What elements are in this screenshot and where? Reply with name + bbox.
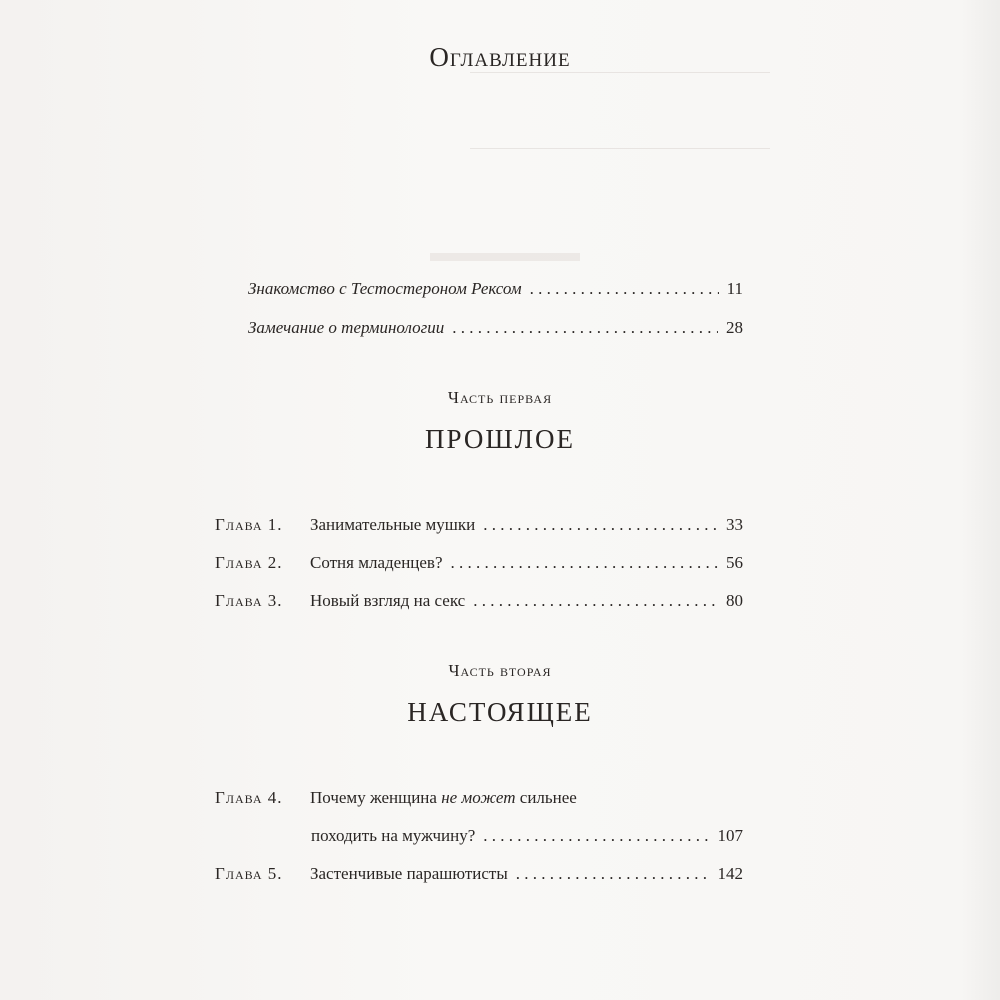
toc-intro-entry[interactable] — [248, 318, 743, 338]
toc-intro-entry[interactable] — [248, 279, 743, 299]
entry-page: 11 — [726, 279, 743, 298]
chapter-title: Застенчивые парашютисты — [310, 864, 508, 883]
toc-chapter-entry[interactable] — [215, 788, 743, 808]
chapter-page: 107 — [717, 826, 743, 845]
toc-chapter-entry[interactable] — [215, 864, 743, 884]
toc-chapter-entry[interactable] — [215, 515, 743, 535]
entry-page: 28 — [726, 318, 743, 337]
chapter-page: 56 — [726, 553, 743, 572]
chapter-page: 33 — [726, 515, 743, 534]
chapter-page: 80 — [726, 591, 743, 610]
entry-title: Замечание о терминологии — [248, 318, 445, 337]
chapter-title: Новый взгляд на секс — [310, 591, 466, 610]
chapter-title: Занимательные мушки — [310, 515, 476, 534]
chapter-title-start: Почему женщина — [310, 788, 442, 807]
entry-title: Знакомство с Тестостероном Рексом — [248, 279, 522, 298]
chapter-title: Сотня младенцев? — [310, 553, 443, 572]
part-title: ПРОШЛОЕ — [425, 424, 575, 454]
chapter-title-line2: походить на мужчину? — [311, 826, 476, 845]
toc-chapter-entry[interactable] — [215, 553, 743, 573]
chapter-label: Глава 1. — [215, 515, 283, 534]
chapter-label: Глава 3. — [215, 591, 283, 610]
leader-dots — [483, 515, 718, 535]
spine-shadow — [960, 0, 1000, 1000]
part-label: Часть вторая — [448, 661, 552, 680]
chapter-title-emphasis: не может — [441, 788, 516, 807]
leader-dots — [530, 279, 719, 299]
toc-chapter-entry[interactable] — [215, 591, 743, 611]
chapter-label: Глава 5. — [215, 864, 283, 883]
part-label: Часть первая — [447, 388, 553, 407]
chapter-label: Глава 2. — [215, 553, 283, 572]
leader-dots — [452, 318, 718, 338]
leader-dots — [483, 826, 709, 846]
toc-heading: Оглавление — [429, 42, 571, 72]
bleed-through-line — [430, 253, 580, 261]
toc-chapter-continuation[interactable] — [311, 826, 743, 846]
part-title: НАСТОЯЩЕЕ — [407, 697, 593, 727]
leader-dots — [516, 864, 710, 884]
chapter-title — [310, 788, 577, 808]
chapter-title-end: сильнее — [515, 788, 577, 807]
leader-dots — [451, 553, 718, 573]
bleed-through-line — [470, 148, 770, 149]
chapter-page: 142 — [717, 864, 743, 883]
leader-dots — [473, 591, 718, 611]
chapter-label: Глава 4. — [215, 788, 283, 807]
